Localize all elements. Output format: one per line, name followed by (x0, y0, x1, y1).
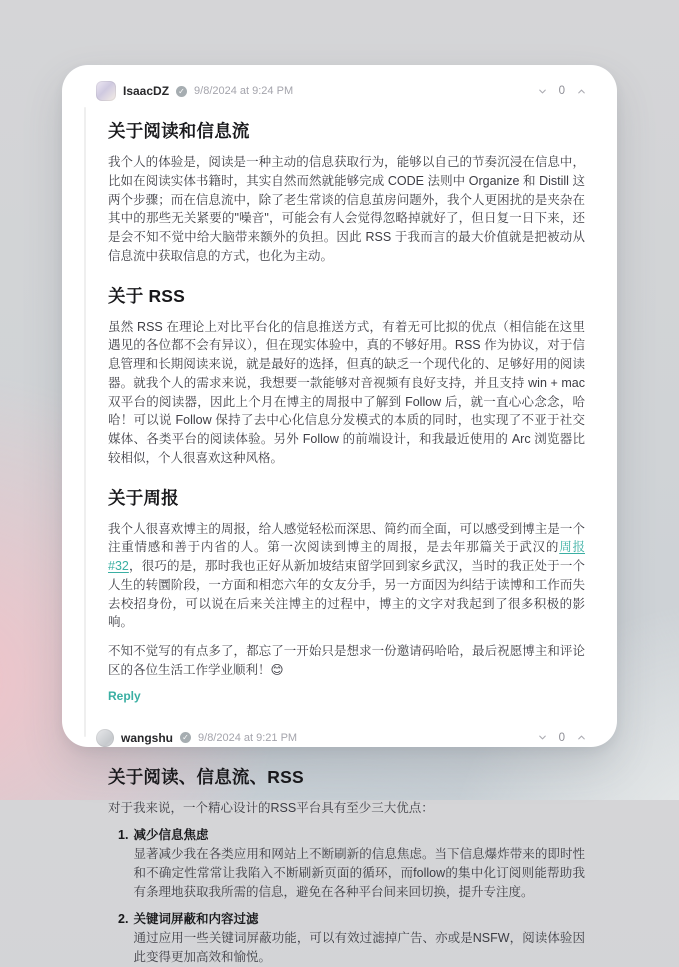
paragraph (108, 520, 585, 633)
section-heading-reading: 关于阅读和信息流 (108, 121, 250, 141)
upvote-button[interactable] (576, 86, 587, 97)
chevron-up-icon (576, 86, 587, 97)
paragraph: 对于我来说，一个精心设计的RSS平台具有至少三大优点： (108, 800, 434, 815)
list-item-number: 2. (118, 912, 129, 927)
comment-header (96, 729, 587, 747)
comment-author[interactable]: wangshu (121, 730, 174, 745)
section-heading-rss: 关于 RSS (108, 285, 186, 306)
downvote-button[interactable] (537, 732, 548, 743)
list-item-body: 通过应用一些关键词屏蔽功能，可以有效过滤掉广告、亦或是NSFW，阅读体验因此变得更加高效和愉悦。 (133, 931, 585, 964)
chevron-up-icon (576, 732, 587, 743)
comment-body (108, 118, 587, 703)
list-item (108, 826, 585, 901)
avatar[interactable] (96, 81, 116, 101)
comment-author[interactable]: IsaacDZ (123, 84, 170, 98)
comment-timestamp: 9/8/2024 at 9:21 PM (198, 731, 298, 744)
downvote-button[interactable] (537, 86, 548, 97)
verified-badge-icon: ✓ (176, 86, 187, 97)
paragraph-text: ，很巧的是，那时我也正好从新加坡结束留学回到家乡武汉，当时的我正处于一个人生的转圜阶段，一方面和相恋六年的女友分手，另一方面因为纠结于读博和工作而失去校招身份，可以说在后来关注博主的过程中，博主的文字对我起到了很多积极的影响。 (108, 559, 585, 630)
list-item (108, 910, 585, 966)
comment-timestamp: 9/8/2024 at 9:24 PM (194, 85, 294, 97)
upvote-button[interactable] (576, 732, 587, 743)
section-heading-reading-rss: 关于阅读、信息流、RSS (108, 766, 304, 787)
verified-badge-icon: ✓ (180, 732, 191, 743)
comment-body (108, 764, 587, 967)
thread-connector-line (84, 107, 86, 737)
weekly-report-link[interactable]: 周报#32 (108, 540, 585, 573)
comment-header (96, 81, 587, 101)
vote-controls (537, 732, 587, 744)
comments-card (62, 65, 617, 964)
reply-button[interactable]: Reply (108, 688, 141, 703)
section-heading-weekly: 关于周报 (108, 487, 179, 508)
paragraph: 我个人的体验是，阅读是一种主动的信息获取行为，能够以自己的节奏沉浸在信息中，比如在阅读实体书籍时，其实自然而然就能够完成 CODE 法则中 Organize 和 Distill 这两个步骤；而在信息流中，除了老生常谈的信息茧房问题外，我个人更困扰的是夹杂在其中的那些无关紧要的"噪音"，可能会有人会觉得忽略掉就好了，但日复一日下来，还是会不知不觉中给大脑带来额外的负担。因此 RSS 于我而言的最大价值就是把被动从信息流中获取信息的方式，也化为主动。 (108, 155, 585, 263)
comment-item-wangshu (96, 729, 587, 967)
comment-item-isaacdz (96, 81, 587, 703)
paragraph: 不知不觉写的有点多了，都忘了一开始只是想求一份邀请码哈哈，最后祝愿博主和评论区的各位生活工作学业顺利！😊 (108, 644, 585, 677)
paragraph: 虽然 RSS 在理论上对比平台化的信息推送方式，有着无可比拟的优点（相信能在这里遇见的各位都不会有异议），但在现实体验中，真的不够好用。RSS 作为协议，对于信息管理和长期阅读来说，就是最好的选择，但真的缺乏一个现代化的、足够好用的阅读器。就我个人的需求来说，我想要一款能够对音视频有良好支持，并且支持 win + mac 双平台的阅读器，因此上个月在博主的周报中了解到 Follow 后，就一直心心念念，哈哈！可以说 Follow 保持了去中心化信息分发模式的本质的同时，也实现了不亚于社交媒体、各类平台的阅读体验。另外 Follow 的前端设计，和我最近使用的 Arc 浏览器比较相似，个人很喜欢这种风格。 (108, 319, 585, 465)
vote-controls (537, 85, 587, 97)
list-item-title: 减少信息焦虑 (133, 828, 209, 843)
list-item-title: 关键词屏蔽和内容过滤 (133, 912, 259, 927)
paragraph-text: 我个人很喜欢博主的周报，给人感觉轻松而深思、简约而全面，可以感受到博主是一个注重情感和善于内省的人。第一次阅读到博主的周报，是去年那篇关于武汉的 (108, 521, 585, 555)
vote-count: 0 (558, 731, 565, 744)
avatar[interactable] (96, 729, 114, 747)
list-item-body: 显著减少我在各类应用和网站上不断刷新的信息焦虑。当下信息爆炸带来的即时性和不确定性常常让我陷入不断刷新页面的循环，而follow的集中化订阅则能帮助我有条理地获取我所需的信息，避免在各种平台间来回切换，提升专注度。 (133, 847, 585, 899)
chevron-down-icon (537, 86, 548, 97)
list-item-number: 1. (118, 828, 129, 843)
advantages-list (108, 826, 585, 966)
chevron-down-icon (537, 732, 548, 743)
vote-count: 0 (558, 85, 565, 97)
